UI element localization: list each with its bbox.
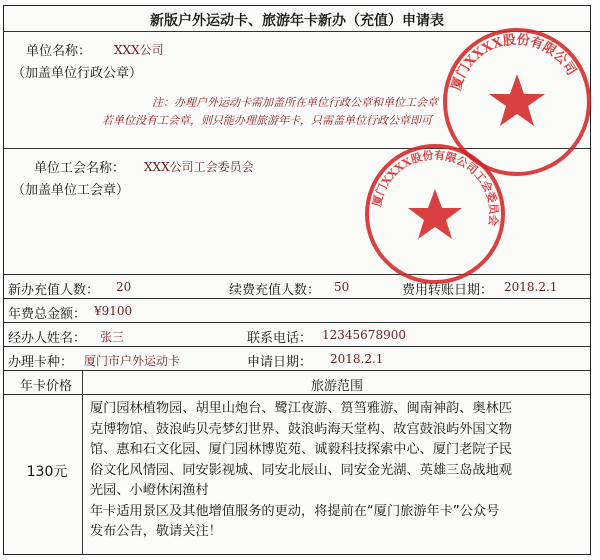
total-row xyxy=(4,299,590,323)
card-type-value: 厦门市户外运动卡 xyxy=(84,354,181,368)
scope-line: 发布公告，敬请关注！ xyxy=(90,524,222,539)
unit-seal-hint: （加盖单位行政公章） xyxy=(12,66,143,81)
card-type-label: 办理卡种： xyxy=(8,355,74,370)
renew-count-label: 续费充值人数： xyxy=(229,283,321,298)
count-row xyxy=(4,275,590,299)
union-section xyxy=(4,149,590,275)
form-title: 新版户外运动卡、旅游年卡新办（充值）申请表 xyxy=(150,13,444,29)
seal-star-icon xyxy=(408,189,462,239)
renew-count-value: 50 xyxy=(334,280,350,294)
unit-note-line-1: 注：办理户外运动卡需加盖所在单位行政公章和单位工会章 xyxy=(152,96,438,109)
new-count-value: 20 xyxy=(116,280,132,294)
price-column-header: 年卡价格 xyxy=(19,379,72,394)
unit-name-value: XXX公司 xyxy=(114,43,164,57)
application-form xyxy=(3,5,591,555)
union-name-value: XXX公司工会委员会 xyxy=(144,160,254,174)
total-amount-label: 年费总金额： xyxy=(8,307,87,322)
card-price: 130元 xyxy=(26,464,68,480)
union-seal-hint: （加盖单位工会章） xyxy=(12,183,130,198)
union-name-label: 单位工会名称： xyxy=(34,161,126,176)
apply-date-value: 2018.2.1 xyxy=(330,352,384,366)
union-seal-text: 厦门XXXX股份有限公司工会委员会 xyxy=(370,148,501,227)
seal-star-icon xyxy=(489,74,545,126)
unit-note-line-2: 若单位没有工会章，则只能办理旅游年卡，只需盖单位行政公章即可 xyxy=(102,114,432,127)
transfer-date-label: 费用转账日期： xyxy=(402,283,494,298)
scope-line: 克博物馆、鼓浪屿贝壳梦幻世界、鼓浪屿海天堂构、故宫鼓浪屿外国文物 xyxy=(90,421,512,437)
handler-row xyxy=(4,323,590,347)
price-table-header xyxy=(4,371,590,395)
unit-name-label: 单位名称： xyxy=(26,44,92,59)
price-column-divider xyxy=(82,371,83,554)
card-type-row xyxy=(4,347,590,371)
scope-line: 光园、小嶝休闲渔村 xyxy=(90,483,209,498)
scope-line: 年卡适用景区及其他增值服务的更动，将提前在“厦门旅游年卡”公众号 xyxy=(90,503,500,519)
scope-line: 厦门园林植物园、胡里山炮台、鹭江夜游、筼筜雅游、闽南神韵、奥林匹 xyxy=(90,401,512,416)
union-seal xyxy=(360,139,510,289)
scope-list xyxy=(90,399,586,543)
unit-section xyxy=(4,32,590,149)
handler-label: 经办人姓名： xyxy=(8,331,87,346)
apply-date-label: 申请日期： xyxy=(247,355,313,370)
scope-column-header: 旅游范围 xyxy=(310,379,363,394)
scope-line: 馆、惠和石文化园、厦门园林博览苑、诚毅科技探索中心、厦门老院子民 xyxy=(90,442,512,457)
company-seal-text: 厦门XXXX股份有限公司 xyxy=(449,32,579,93)
total-amount-value: ¥9100 xyxy=(94,304,133,318)
handler-value: 张三 xyxy=(100,330,125,344)
phone-value: 12345678900 xyxy=(322,328,406,342)
scope-line: 俗文化风情园、同安影视城、同安北辰山、同安金光湖、英雄三岛战地观 xyxy=(90,462,512,478)
transfer-date-value: 2018.2.1 xyxy=(504,280,558,294)
new-count-label: 新办充值人数： xyxy=(8,283,100,298)
price-table-body xyxy=(4,395,590,554)
phone-label: 联系电话： xyxy=(247,331,313,346)
